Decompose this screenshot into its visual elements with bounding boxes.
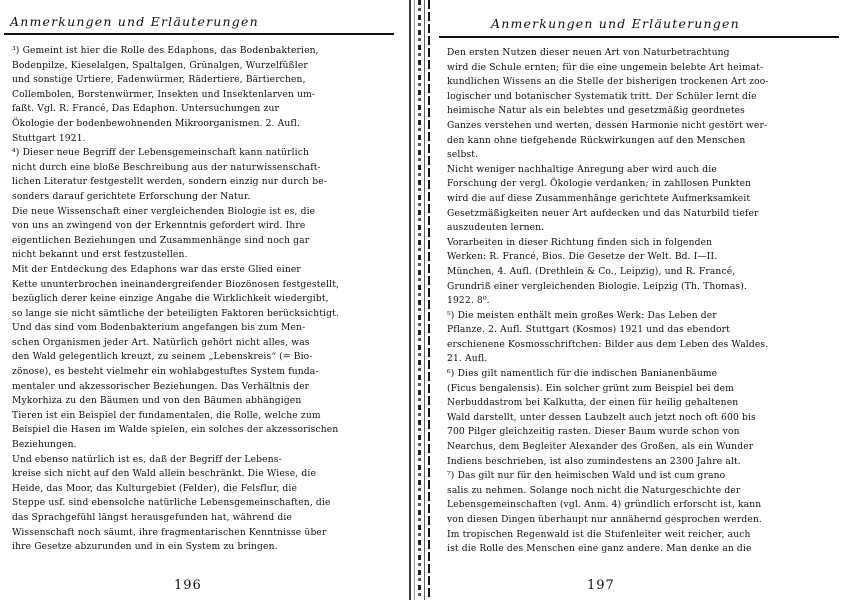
text-line: ist die Rolle des Menschen eine ganz andere. Man denke an die (447, 544, 752, 555)
text-line: und sonstige Urtiere, Fadenwürmer, Rädertiere, Bärtierchen, (12, 75, 306, 86)
right-page (431, 0, 841, 600)
text-line: Vorarbeiten in dieser Richtung finden sich in folgenden (447, 237, 713, 248)
text-line: Kette ununterbrochen ineinandergreifender Biozönosen festgestellt, (12, 279, 340, 290)
text-line: das Sprachgefühl längst herausgefunden hat, während die (12, 513, 292, 523)
text-line: sonders darauf gerichtete Erforschung der Natur. (12, 191, 251, 202)
text-line: von uns an zwingend von der Erkenntnis gefordert wird. Ihre (12, 221, 306, 232)
text-line: Beziehungen. (12, 440, 77, 451)
text-line: erschienene Kosmosschriftchen: Bilder aus dem Leben des Waldes. (447, 339, 769, 350)
text-line: 1922. 8⁰. (447, 296, 490, 307)
text-line: von diesen Dingen überhaupt nur annähernd gesprochen werden. (447, 515, 762, 525)
text-line: lichen Literatur festgestellt werden, sondern einzig nur durch be- (12, 177, 327, 188)
text-line: den kann ohne tiefgehende Rückwirkungen auf den Menschen (447, 135, 746, 146)
body-text (12, 44, 392, 555)
text-line: nicht durch eine bloße Beschreibung aus der naturwissenschaft- (12, 162, 321, 173)
text-line: Wald darstellt, unter dessen Laubzelt auch jetzt noch oft 600 bis (447, 412, 756, 423)
text-line: Gesetzmäßigkeiten neuer Art aufdecken und das Naturbild tiefer (447, 208, 759, 219)
text-line: den Wald gelegentlich kreuzt, zu seinem „Lebenskreis“ (= Bio- (12, 352, 313, 363)
header-rule (439, 36, 839, 38)
text-line: Die neue Wissenschaft einer vergleichenden Biologie ist es, die (12, 206, 316, 217)
text-line: wird die Schule ernten; für die eine ungemein belebte Art heimat- (447, 62, 764, 73)
text-line: Lebensgemeinschaften (vgl. Anm. 4) gründlich erforscht ist, kann (447, 500, 762, 511)
page-number: 197 (587, 578, 615, 593)
text-line: ⁵) Die meisten enthält mein großes Werk: Das Leben der (447, 310, 717, 321)
left-page (0, 0, 410, 600)
text-line: Nerbuddastrom bei Kalkutta, der einen für heilig gehaltenen (447, 398, 739, 409)
text-line: auszudeuten lernen. (447, 223, 545, 234)
text-line: Beispiel die Hasen im Walde spielen, ein solches der akzessorischen (12, 425, 339, 436)
text-line: Nearchus, dem Begleiter Alexander des Großen, als ein Wunder (447, 442, 754, 453)
text-line: ³) Gemeint ist hier die Rolle des Edaphons, das Bodenbakterien, (12, 46, 319, 56)
text-line: schen Organismen jeder Art. Natürlich gehört nicht alles, was (12, 337, 310, 348)
text-line: Wissenschaft noch säumt, ihre fragmentarischen Kenntnisse über (12, 527, 327, 538)
text-line: München, 4. Aufl. (Drethlein & Co., Leipzig), und R. Francé, (447, 266, 736, 277)
text-line: 700 Pilger gleichzeitig rasten. Dieser Baum wurde schon von (447, 427, 740, 438)
text-line: Grundriß einer vergleichenden Biologie. Leipzig (Th. Thomas). (447, 281, 748, 292)
text-line: Tieren ist ein Beispiel der fundamentalen, die Rolle, welche zum (12, 410, 321, 421)
text-line: 21. Aufl. (447, 354, 488, 365)
text-line: faßt. Vgl. R. Francé, Das Edaphon. Untersuchungen zur (12, 104, 280, 115)
body-text (447, 46, 835, 557)
text-line: Nicht weniger nachhaltige Anregung aber wird auch die (447, 164, 717, 175)
text-line: Im tropischen Regenwald ist die Stufenleiter weit reicher, auch (447, 529, 751, 540)
text-line: Ganzes verstehen und werten, dessen Harmonie nicht gestört wer- (447, 120, 768, 131)
text-line: logischer und botanischer Systematik tritt. Der Schüler lernt die (447, 91, 757, 102)
text-line: Indiens beschrieben, ist also zumindestens an 2300 Jahre alt. (447, 456, 741, 467)
text-line: wird die auf diese Zusammenhänge gerichtete Aufmerksamkeit (447, 193, 751, 204)
text-line: Pflanze. 2. Aufl. Stuttgart (Kosmos) 1921 und das ebendort (447, 325, 730, 336)
text-line: Werken: R. Francé, Bios. Die Gesetze der Welt. Bd. I—II. (447, 252, 718, 263)
text-line: zönose), es besteht vielmehr ein wohlabgestuftes System funda- (12, 367, 319, 378)
text-line: Bodenpilze, Kieselalgen, Spaltalgen, Grünalgen, Wurzelfüßler (12, 60, 308, 71)
page-number: 196 (174, 578, 202, 593)
text-line: ihre Gesetze abzurunden und in ein System zu bringen. (12, 542, 278, 553)
text-line: Mykorhiza zu den Bäumen und von den Bäumen abhängigen (12, 396, 302, 407)
text-line: mentaler und akzessorischer Beziehungen. Das Verhältnis der (12, 381, 310, 392)
text-line: Ökologie der bodenbewohnenden Mikroorganismen. 2. Aufl. (12, 118, 301, 129)
text-line: Den ersten Nutzen dieser neuen Art von Naturbetrachtung (447, 48, 730, 58)
header-rule (4, 33, 394, 35)
text-line: eigentlichen Beziehungen und Zusammenhänge sind noch gar (12, 235, 310, 246)
text-line: ⁴) Dieser neue Begriff der Lebensgemeinschaft kann natürlich (12, 148, 310, 159)
text-line: Und das sind vom Bodenbakterium angefangen bis zum Men- (12, 323, 306, 334)
text-line: bezüglich derer keine einzige Angabe die Wirklichkeit wiedergibt, (12, 294, 329, 305)
text-line: kundlichen Wissens an die Stelle der bisherigen trockenen Art zoo- (447, 77, 769, 88)
text-line: salis zu nehmen. Solange noch nicht die Naturgeschichte der (447, 485, 741, 496)
text-line: kreise sich nicht auf den Wald allein beschränkt. Die Wiese, die (12, 469, 317, 480)
text-line: Collembolen, Borstenwürmer, Insekten und Insektenlarven um- (12, 89, 316, 100)
text-line: Mit der Entdeckung des Edaphons war das erste Glied einer (12, 264, 301, 275)
text-line: ⁷) Das gilt nur für den heimischen Wald und ist cum grano (447, 471, 726, 482)
text-line: ⁶) Dies gilt namentlich für die indischen Banianenbäume (447, 369, 718, 380)
running-head: Anmerkungen und Erläuterungen (10, 14, 259, 29)
text-line: Stuttgart 1921. (12, 133, 86, 144)
text-line: selbst. (447, 150, 479, 161)
text-line: nicht bekannt und erst festzustellen. (12, 250, 188, 261)
text-line: (Ficus bengalensis). Ein solcher grünt zum Beispiel bei dem (447, 383, 734, 394)
text-line: so lange sie nicht sämtliche der beteiligten Faktoren berücksichtigt. (12, 308, 339, 319)
text-line: Forschung der vergl. Ökologie verdanken; in zahllosen Punkten (447, 179, 752, 190)
text-line: heimische Natur als ein belebtes und gesetzmäßig geordnetes (447, 106, 746, 117)
text-line: Und ebenso natürlich ist es, daß der Begriff der Lebens- (12, 454, 282, 465)
running-head: Anmerkungen und Erläuterungen (491, 16, 740, 31)
text-line: Heide, das Moor, das Kulturgebiet (Felder), die Felsflur, die (12, 483, 298, 494)
text-line: Steppe usf. sind ebensolche natürliche Lebensgemeinschaften, die (12, 498, 331, 509)
